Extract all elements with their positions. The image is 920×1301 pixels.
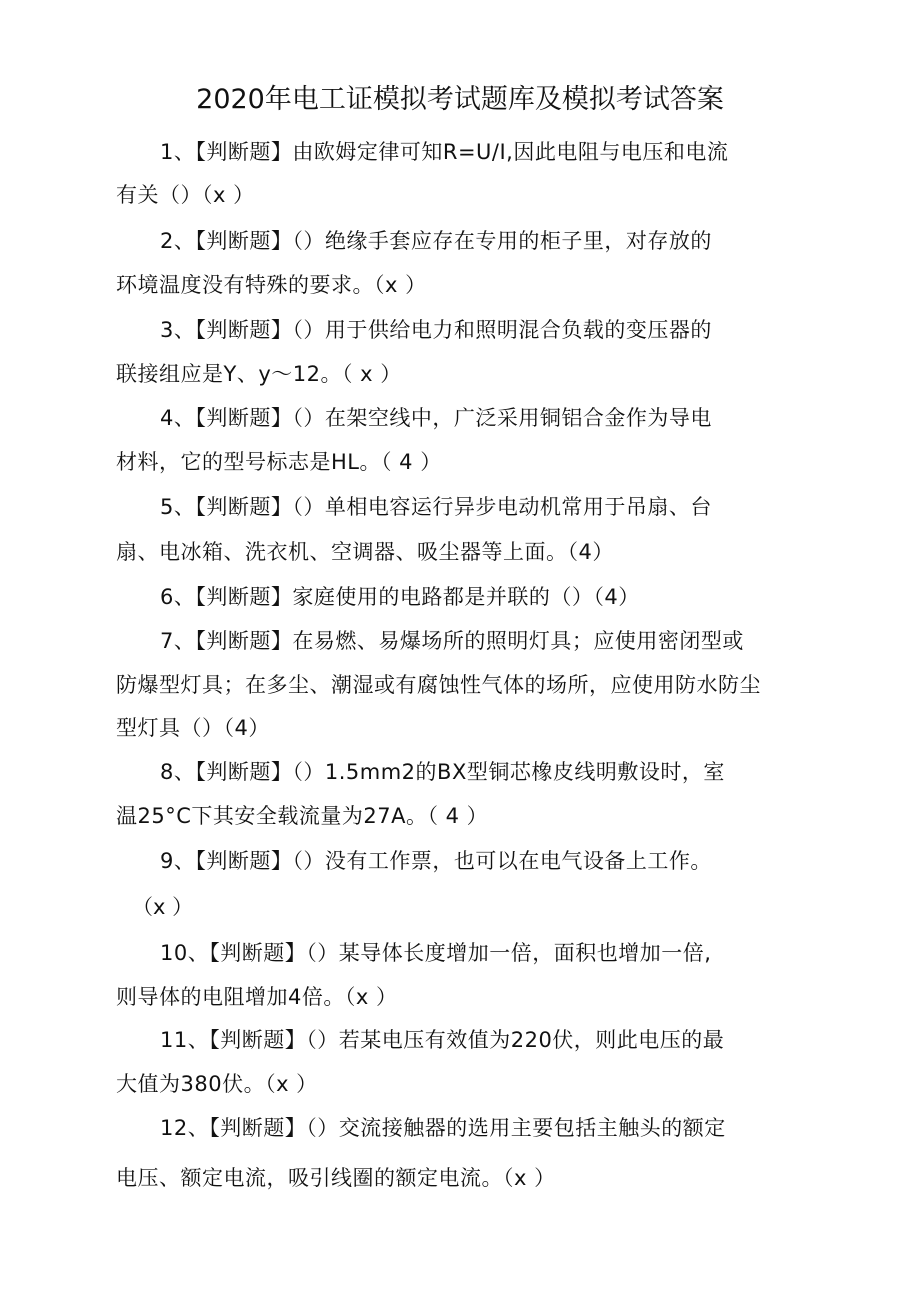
question-line: 1、【判断题】由欧姆定律可知R=U/I,因此电阻与电压和电流 <box>160 140 729 164</box>
question-line: （x ） <box>132 895 194 919</box>
question-line: 3、【判断题】（）用于供给电力和照明混合负载的变压器的 <box>160 318 712 342</box>
question-line: 4、【判断题】（）在架空线中，广泛采用铜铝合金作为导电 <box>160 406 712 430</box>
question-line: 型灯具（）（4） <box>116 716 270 740</box>
question-line: 联接组应是Y、y～12。（ x ） <box>116 362 402 386</box>
question-line: 温25°C下其安全载流量为27A。（ 4 ） <box>116 804 489 828</box>
question-line: 5、【判断题】（）单相电容运行异步电动机常用于吊扇、台 <box>160 495 712 519</box>
question-line: 9、【判断题】（）没有工作票，也可以在电气设备上工作。 <box>160 849 712 873</box>
question-line: 环境温度没有特殊的要求。（x ） <box>116 273 427 297</box>
question-line: 2、【判断题】（）绝缘手套应存在专用的柜子里，对存放的 <box>160 229 712 253</box>
question-line: 大值为380伏。（x ） <box>116 1072 318 1096</box>
question-line: 扇、电冰箱、洗衣机、空调器、吸尘器等上面。（4） <box>116 540 614 564</box>
question-line: 6、【判断题】家庭使用的电路都是并联的（）（4） <box>160 585 640 609</box>
question-line: 电压、额定电流，吸引线圈的额定电流。（x ） <box>116 1166 556 1190</box>
question-line: 7、【判断题】在易燃、易爆场所的照明灯具；应使用密闭型或 <box>160 629 744 653</box>
question-line: 则导体的电阻增加4倍。（x ） <box>116 985 398 1009</box>
question-line: 12、【判断题】（）交流接触器的选用主要包括主触头的额定 <box>160 1116 726 1140</box>
question-line: 10、【判断题】（）某导体长度增加一倍，面积也增加一倍, <box>160 941 712 965</box>
question-line: 有关（）（x ） <box>116 183 255 207</box>
question-line: 8、【判断题】（）1.5mm2的BX型铜芯橡皮线明敷设时，室 <box>160 760 725 784</box>
question-line: 材料，它的型号标志是HL。（ 4 ） <box>116 450 442 474</box>
question-line: 11、【判断题】（）若某电压有效值为220伏，则此电压的最 <box>160 1028 725 1052</box>
page-title: 2020年电工证模拟考试题库及模拟考试答案 <box>196 84 724 115</box>
question-line: 防爆型灯具；在多尘、潮湿或有腐蚀性气体的场所，应使用防水防尘 <box>116 673 761 697</box>
